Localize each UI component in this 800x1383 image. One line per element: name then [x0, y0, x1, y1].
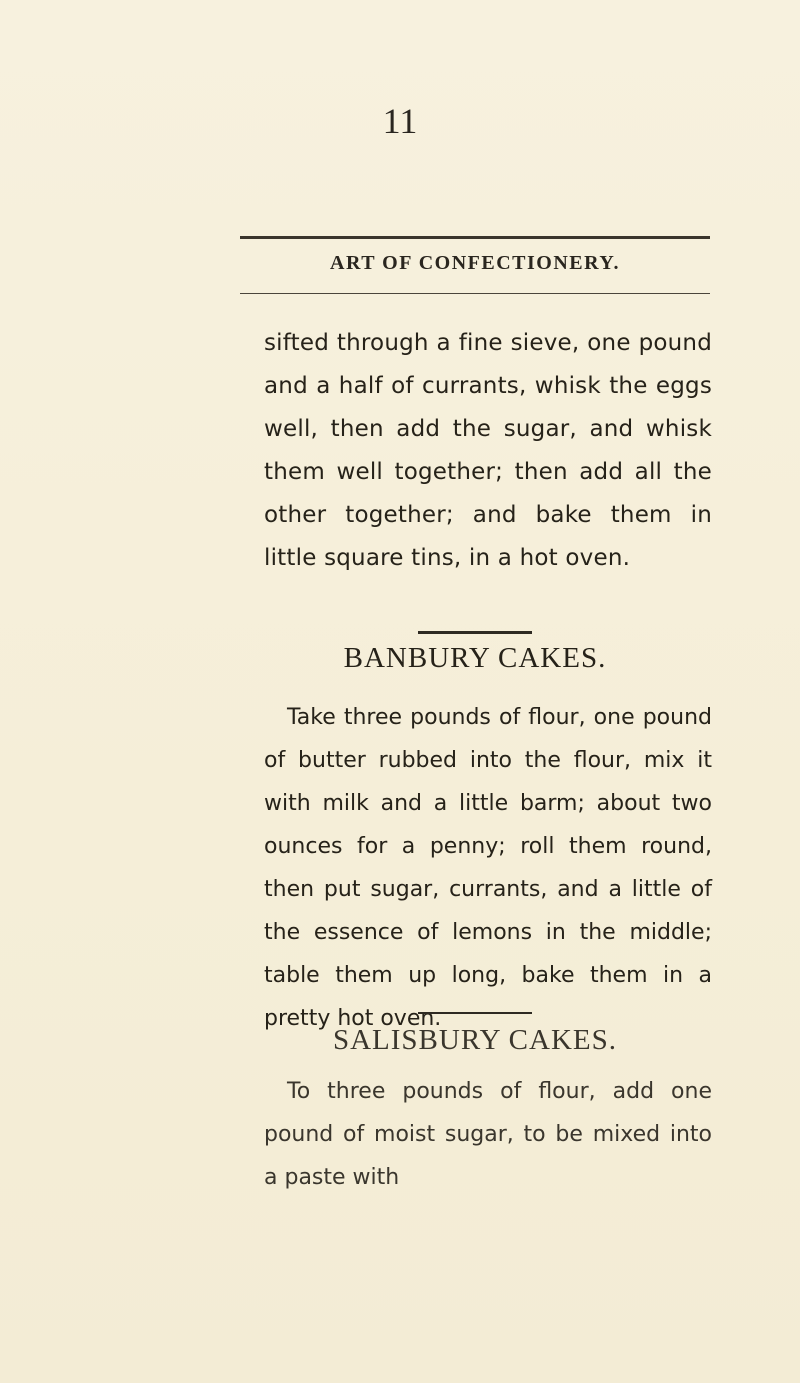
section-body-salisbury-cakes: To three pounds of flour, add one pound of moist sugar, to be mixed into a paste with: [264, 1079, 712, 1190]
running-head: ART OF CONFECTIONERY.: [330, 252, 620, 274]
intro-paragraph: sifted through a fine sieve, one pound and a half of currants, whisk the eggs well, then add the sugar, and whisk them well together; then add all the other together; and bake them in little square tins, in a hot oven.: [264, 330, 712, 571]
section-divider: [418, 631, 532, 634]
header-rule-top: [240, 236, 710, 239]
page-number: 11: [382, 101, 418, 141]
header-rule-bottom: [240, 293, 710, 294]
section-title-salisbury-cakes: SALISBURY CAKES.: [332, 1024, 618, 1056]
section-divider: [418, 1012, 532, 1014]
section-body-banbury-cakes: Take three pounds of flour, one pound of butter rubbed into the flour, mix it with milk and a little barm; about two ounces for a penny; roll them round, then put sugar, currants, and a little of the essence of lemons in the middle; table them up long, bake them in a pretty hot oven.: [264, 705, 712, 1031]
section-title-banbury-cakes: BANBURY CAKES.: [343, 642, 607, 674]
